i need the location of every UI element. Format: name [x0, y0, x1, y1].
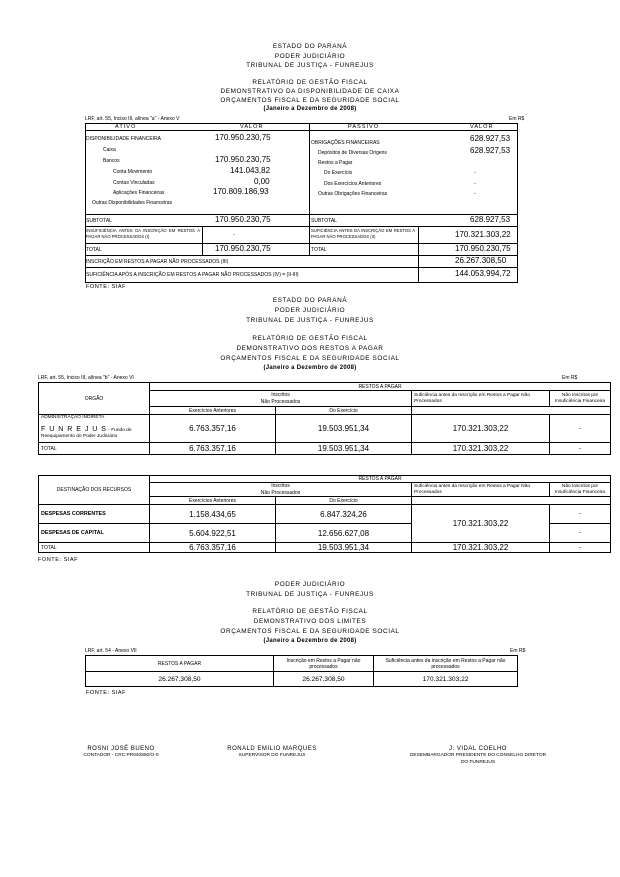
r1-dos-exerc-ant: Dos Exercícios Anteriores	[324, 181, 382, 187]
r2t1-tv3: 170.321.303,22	[412, 443, 550, 455]
r1-outras-disp: Outras Disponibilidades Financeiras	[92, 200, 173, 206]
r1-caixa: Caixa	[103, 147, 116, 153]
table-row	[86, 672, 518, 687]
r2t1-v1: 6.763.357,16	[150, 415, 276, 443]
signature-name: RONALD EMILIO MARQUES	[227, 746, 317, 752]
r2t1-exerc-ant-header: Exercícios Anteriores	[150, 407, 276, 415]
r2t1-organ-header: ORGÃO	[39, 383, 150, 415]
r2-period: (Janeiro a Dezembro de 2008)	[263, 365, 357, 371]
r1-inscricao-value: 26.267.308,50	[455, 256, 507, 265]
r1-contas-vinc: Contas Vinculadas	[113, 180, 155, 186]
r2t2-nao-proc-header: Não Processados	[150, 490, 412, 497]
r1-inscricao: INSCRIÇÃO EM RESTOS A PAGAR NÃO PROCESSADOS (III)	[86, 259, 229, 265]
r2t2-k2: 12.656.627,08	[276, 524, 412, 543]
r2t2-c1: 1.158.434,65	[150, 505, 276, 524]
signature-supervisor	[197, 746, 347, 759]
r2t1-v3: 170.321.303,22	[412, 415, 550, 443]
table-row	[39, 415, 611, 443]
r1-subtotal: SUBTOTAL	[86, 218, 112, 224]
r1-rule	[85, 226, 517, 227]
r3-v2: 26.267.308,50	[274, 672, 374, 687]
signature-role: DESEMBARGADOR PRESIDENTE DO CONSELHO DIRETOR DO FUNREJUS	[409, 753, 547, 765]
r1-divider	[418, 226, 419, 255]
r3-col1-header: RESTOS A PAGAR	[86, 656, 274, 672]
r2t2-sufic-header: Suficiência antes da Inscrição em Restos a Pagar Não Processados	[412, 483, 550, 497]
r1-rule	[85, 282, 517, 283]
table-row	[39, 505, 611, 524]
r1-total: TOTAL	[86, 247, 102, 253]
r1-conta-mov-value: 141.043,82	[230, 166, 271, 175]
r1-rule	[85, 130, 517, 131]
signature-name: J. VIDAL COELHO	[449, 746, 507, 752]
r1-source: FONTE: SIAF	[86, 284, 126, 290]
r1-court: TRIBUNAL DE JUSTIÇA - FUNREJUS	[246, 62, 374, 69]
r1-bancos: Bancos	[103, 158, 120, 164]
r1-disp-fin-value: 170.950.230,75	[215, 133, 271, 142]
r1-power: PODER JUDICIÁRIO	[274, 53, 346, 60]
r2t1-total: TOTAL	[39, 443, 150, 455]
r1-do-exercicio: Do Exercício	[324, 170, 353, 176]
r1-outras-obrig: Outras Obrigações Financeiras	[318, 191, 388, 197]
r1-do-exercicio-value: -	[474, 170, 476, 176]
r1-divider	[309, 123, 310, 255]
r2t2-correntes: DESPESAS CORRENTES	[39, 505, 150, 524]
r2-court: TRIBUNAL DE JUSTIÇA - FUNREJUS	[246, 317, 374, 324]
r1-lrf: LRF, art. 55, Inciso III, alínea "a" - Anexo V	[85, 116, 180, 122]
r2-title: RELATÓRIO DE GESTÃO FISCAL	[252, 335, 368, 342]
r1-dos-exerc-ant-value: -	[474, 181, 476, 187]
r1-conta-mov: Conta Movimento	[113, 169, 153, 175]
r2-subtitle: DEMONSTRATIVO DOS RESTOS A PAGAR	[236, 345, 384, 352]
r2t2-tv2: 19.503.951,34	[276, 543, 412, 553]
r1-contas-vinc-value: 0,00	[254, 177, 270, 186]
r2t2-k1: 5.604.922,51	[150, 524, 276, 543]
r1-sufic-apos-value: 144.053.994,72	[455, 269, 511, 278]
r2-power: PODER JUDICIÁRIO	[274, 307, 346, 314]
r2t1-sufic-header: Suficiência antes da Inscrição em Restos a Pagar Não Processados	[412, 391, 550, 407]
r1-obrig-fin-value: 628.927,53	[470, 134, 511, 143]
r2-budgets: ORÇAMENTOS FISCAL E DA SEGURIDADE SOCIAL	[220, 355, 400, 362]
r3-subtitle: DEMONSTRATIVO DOS LIMITES	[253, 618, 367, 625]
r2t2-tv4: -	[550, 543, 611, 553]
r3-court: TRIBUNAL DE JUSTIÇA - FUNREJUS	[246, 591, 374, 598]
r2t2-do-exerc-header: Do Exercício	[276, 497, 412, 505]
r1-restos-pagar: Restos a Pagar	[318, 160, 353, 166]
r2t2-restos-header: RESTOS A PAGAR	[150, 476, 611, 483]
r1-col-passivo: PASSIVO	[348, 124, 380, 130]
r1-period: (Janeiro a Dezembro de 2008)	[263, 106, 357, 112]
r2t1-do-exerc-header: Do Exercício	[276, 407, 412, 415]
r2t1-v4: -	[550, 415, 611, 443]
r3-budgets: ORÇAMENTOS FISCAL E DA SEGURIDADE SOCIAL	[220, 628, 400, 635]
r1-outras-obrig-value: -	[474, 191, 476, 197]
r1-rule	[85, 123, 517, 124]
r1-divider	[418, 255, 419, 283]
r2t2-suf-value: 170.321.303,22	[412, 505, 550, 543]
r1-state: ESTADO DO PARANÁ	[272, 43, 348, 50]
r1-border	[85, 123, 86, 283]
r2t2-exerc-ant-header: Exercícios Anteriores	[150, 497, 276, 505]
r2-lrf: LRF, art. 55, Inciso III, alínea "b" - Anexo VI	[38, 375, 134, 381]
r1-currency: Em R$	[509, 116, 525, 122]
r1-rule	[85, 255, 517, 256]
r3-source: FONTE: SIAF	[86, 690, 126, 696]
r1-title: RELATÓRIO DE GESTÃO FISCAL	[252, 79, 368, 86]
r1-total-value: 170.950.230,75	[215, 244, 271, 253]
r1-depositos: Depósitos de Diversas Origens	[318, 150, 387, 156]
r3-col2-header: Inscrição em Restos a Pagar não processados	[274, 656, 374, 672]
r3-currency: Em R$	[510, 648, 526, 654]
r3-title: RELATÓRIO DE GESTÃO FISCAL	[252, 608, 368, 615]
r3-power: PODER JUDICIÁRIO	[274, 581, 346, 588]
r2t2-c2: 6.847.324,26	[276, 505, 412, 524]
r2t1-tv1: 6.763.357,16	[150, 443, 276, 455]
r2-state: ESTADO DO PARANÁ	[272, 297, 348, 304]
r1-budgets: ORÇAMENTOS FISCAL E DA SEGURIDADE SOCIAL	[220, 97, 400, 104]
r1-divider	[202, 226, 203, 255]
r3-v1: 26.267.308,50	[86, 672, 274, 687]
r1-subtotal2-value: 628.927,53	[470, 215, 511, 224]
r1-total2-value: 170.950.230,75	[455, 244, 511, 253]
r2t2-total: TOTAL	[39, 543, 150, 553]
r2t1-adm: ADMINISTRAÇÃO INDIRETA	[41, 415, 105, 420]
r1-aplic: Aplicações Financeiras	[113, 190, 165, 196]
r2-table-destination	[38, 475, 611, 553]
r1-depositos-value: 628.927,53	[470, 146, 511, 155]
r3-lrf: LRF, art. 54 - Anexo VII	[85, 648, 137, 654]
table-row	[39, 543, 611, 553]
r1-bancos-value: 170.950.230,75	[215, 155, 271, 164]
r2t2-capital: DESPESAS DE CAPITAL	[39, 524, 150, 543]
r2t1-v2: 19.503.951,34	[276, 415, 412, 443]
table-row	[39, 443, 611, 455]
r1-aplic-value: 170.809.186,93	[213, 187, 269, 196]
r2t2-c4: -	[550, 505, 611, 524]
r2-source: FONTE: SIAF	[38, 557, 78, 563]
r1-rule	[85, 267, 517, 268]
r2t2-inscritos-header: Inscritos	[150, 483, 412, 490]
r2t1-tv2: 19.503.951,34	[276, 443, 412, 455]
r3-table-limits	[85, 655, 518, 687]
r2t1-nao-proc-header: Não Processados	[150, 399, 412, 407]
r2t1-nao-insc-header: Não Inscritos por Insuficiência Financeira	[550, 391, 611, 407]
r1-sufic-value: 170.321.303,22	[455, 230, 511, 239]
r2t2-tv3: 170.321.303,22	[412, 543, 550, 553]
r1-disp-fin: DISPONIBILIDADE FINANCEIRA	[86, 136, 162, 142]
r1-subtotal2: SUBTOTAL	[311, 218, 337, 224]
signature-president	[408, 746, 548, 766]
r2t2-nao-insc-header: Não Inscritos por Insuficiência Financeira	[550, 483, 611, 497]
r3-col3-header: Suficiência antes da inscrição em Restos a Pagar não processados	[374, 656, 518, 672]
r2t2-k4: -	[550, 524, 611, 543]
r1-total2: TOTAL	[311, 247, 327, 253]
r1-subtitle: DEMONSTRATIVO DA DISPONIBILIDADE DE CAIXA	[220, 88, 400, 95]
r2-table-organ	[38, 382, 611, 455]
r2t1-funrejus: F U N R E J U S	[41, 426, 107, 433]
signature-role: SUPERVISOR DO FUNREJUS	[238, 753, 306, 758]
r1-rule	[85, 243, 517, 244]
r1-border	[517, 123, 518, 283]
signature-accountant	[46, 746, 196, 759]
r1-col-ativo: ATIVO	[115, 124, 137, 130]
r1-sufic: SUFICIÊNCIA ANTES DA INSCRIÇÃO EM RESTOS A PAGAR NÃO PROCESSADOS (II)	[311, 228, 415, 239]
r1-insuf: INSUFICIÊNCIA ANTES DA INSCRIÇÃO EM RESTOS A PAGAR NÃO PROCESSADOS (I)	[86, 228, 200, 239]
r2t2-tv1: 6.763.357,16	[150, 543, 276, 553]
r2t1-restos-header: RESTOS A PAGAR	[150, 383, 611, 391]
r1-rule	[85, 214, 517, 215]
r2t2-dest-header: DESTINAÇÃO DOS RECURSOS	[39, 476, 150, 505]
r2-currency: Em R$	[562, 375, 578, 381]
r1-col-valor: VALOR	[240, 124, 264, 130]
r1-col-valor2: VALOR	[470, 124, 494, 130]
r2t1-funrejus-desc: - Fundo de Reequipamento do Poder Judiciário	[41, 428, 132, 439]
r1-obrig-fin: OBRIGAÇÕES FINANCEIRAS	[311, 140, 380, 146]
signature-role: CONTADOR - CRC PR040860/O-0	[83, 753, 159, 758]
r1-sufic-apos: SUFICIÊNCIA APÓS A INSCRIÇÃO EM RESTOS A PAGAR NÃO PROCESSADOS (IV) = (II-III)	[86, 272, 299, 278]
r1-subtotal-value: 170.950.230,75	[215, 215, 271, 224]
r2t1-tv4: -	[550, 443, 611, 455]
r3-period: (Janeiro a Dezembro de 2008)	[263, 638, 357, 644]
r1-insuf-value: -	[233, 232, 235, 238]
r3-v3: 170.321.303,22	[374, 672, 518, 687]
signature-name: ROSNI JOSÉ BUENO	[87, 746, 155, 752]
r2t1-inscritos-header: Inscritos	[150, 391, 412, 399]
